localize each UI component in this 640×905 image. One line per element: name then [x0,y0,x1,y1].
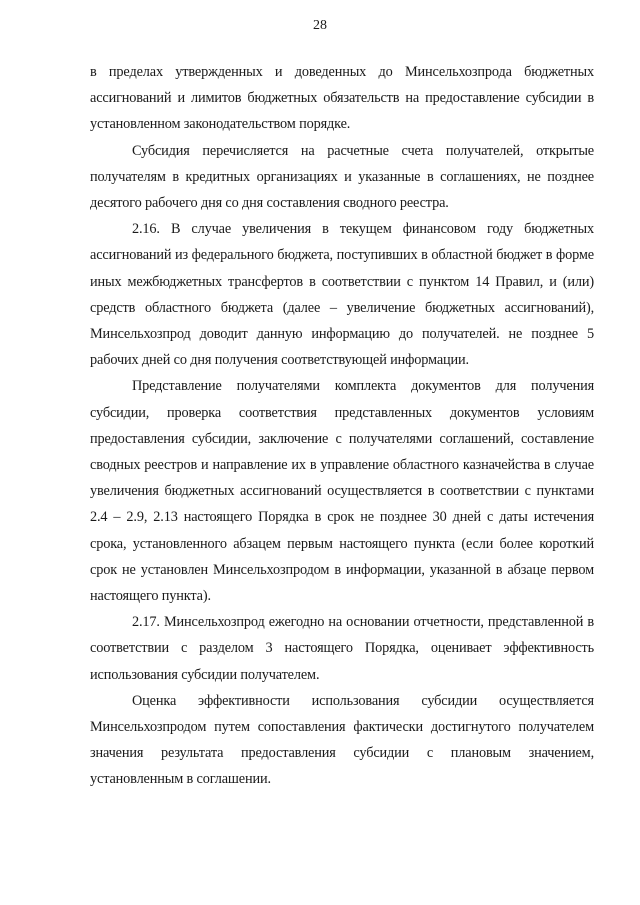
document-body [90,59,594,793]
paragraph-4: Представление получателями комплекта документов для получения субсидии, проверка соответствия представленных документов условиям предоставления субсидии, заключение с получателями соглашений, составление сводных реестров и направление их в управление областного казначейства в случае увеличения бюджетных ассигнований осуществляется в соответствии с пунктами 2.4 – 2.9, 2.13 настоящего Порядка в срок не позднее 30 дней с даты истечения срока, установленного абзацем первым настоящего пункта (если более короткий срок не установлен Минсельхозпродом в информации, указанной в абзаце первом настоящего пункта). [90,378,594,605]
paragraph-6: Оценка эффективности использования субсидии осуществляется Минсельхозпродом путем сопоставления фактически достигнутого получателем значения результата предоставления субсидии с плановым значением, установленным в соглашении. [90,692,594,788]
paragraph-3: 2.16. В случае увеличения в текущем финансовом году бюджетных ассигнований из федерального бюджета, поступивших в областной бюджет в форме иных межбюджетных трансфертов в соответствии с пунктом 14 Правил, и (или) средств областного бюджета (далее – увеличение бюджетных ассигнований), Минсельхозпрод доводит данную информацию до получателей. не позднее 5 рабочих дней со дня получения соответствующей информации. [90,221,594,369]
paragraph-2: Субсидия перечисляется на расчетные счета получателей, открытые получателям в кредитных организациях и указанные в соглашениях, не позднее десятого рабочего дня со дня составления сводного реестра. [90,142,594,212]
paragraph-1: в пределах утвержденных и доведенных до Минсельхозпрода бюджетных ассигнований и лимитов бюджетных обязательств на предоставление субсидии в установленном законодательством порядке. [90,64,594,133]
page-number: 28 [313,18,327,33]
paragraph-5: 2.17. Минсельхозпрод ежегодно на основании отчетности, представленной в соответствии с разделом 3 настоящего Порядка, оценивает эффективность использования субсидии получателем. [90,614,594,683]
